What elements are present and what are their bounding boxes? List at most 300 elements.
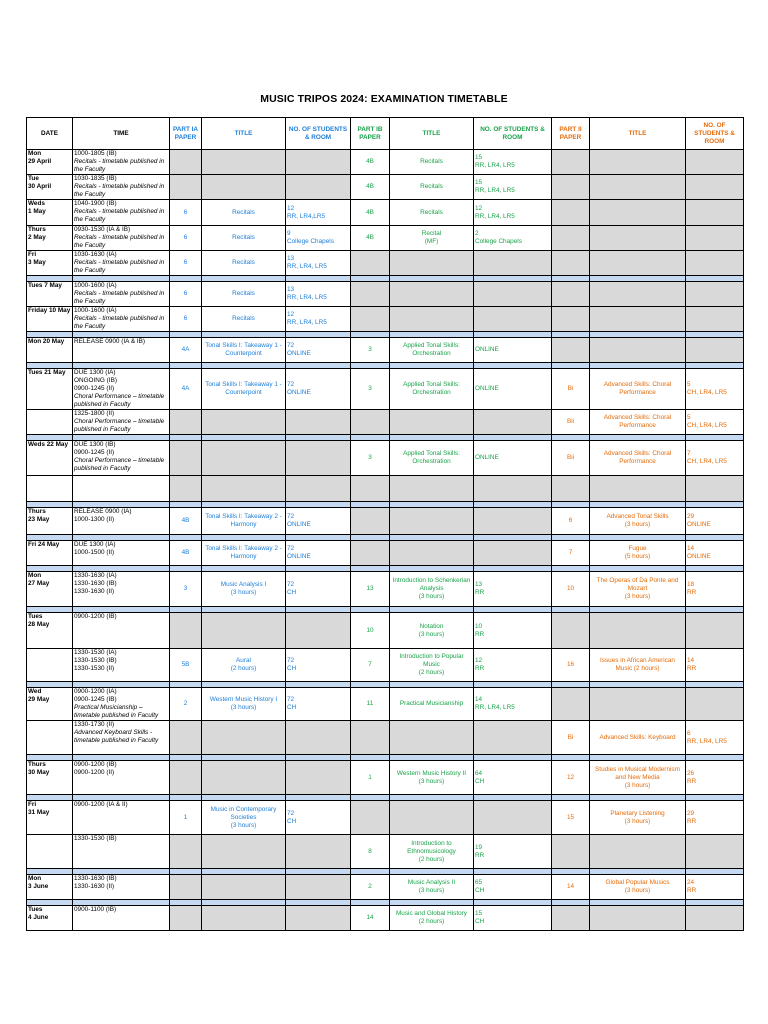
ib-room: RR, LR4, LR5 — [475, 187, 515, 194]
ii-empty-cell — [686, 150, 744, 175]
ii-empty-cell — [552, 175, 590, 200]
ii-empty-cell — [686, 251, 744, 276]
ib-student-count: 13 — [475, 581, 483, 588]
ib-student-count: 10 — [475, 622, 483, 630]
ii-empty-cell — [552, 906, 590, 931]
ia-students-cell — [286, 226, 351, 251]
ii-title-cell — [590, 410, 686, 435]
header-ib-students: NO. OF STUDENTS & ROOM — [474, 118, 552, 150]
ii-student-count: 29 — [687, 809, 695, 817]
time-line: 1330-1630 (IB) — [74, 875, 117, 882]
date-line: Tues — [28, 613, 43, 620]
time-cell — [73, 226, 170, 251]
time-cell — [73, 476, 170, 502]
ia-empty-cell — [286, 906, 351, 931]
ia-students-cell — [286, 369, 351, 410]
ia-title-line: Western Music History I — [209, 696, 278, 703]
ii-title-line: (3 hours) — [624, 521, 651, 528]
ii-title-line: Mozart — [627, 585, 648, 592]
time-cell — [73, 369, 170, 410]
date-line: Wed — [28, 688, 42, 695]
ib-students-cell — [474, 875, 552, 900]
time-cell — [73, 761, 170, 795]
ib-empty-cell — [390, 508, 474, 535]
time-line: 1330-1630 (IA) — [74, 572, 117, 579]
ib-empty-cell — [390, 721, 474, 755]
ii-empty-cell — [686, 338, 744, 363]
date-line: Thurs — [28, 761, 46, 768]
date-line: 23 May — [28, 516, 50, 523]
ii-student-count: 18 — [687, 581, 695, 588]
ia-title-line: Harmony — [230, 553, 257, 560]
time-line: RELEASE 0900 (IA & IB) — [74, 338, 146, 345]
ia-student-count: 72 — [287, 696, 295, 703]
ib-title-cell — [390, 649, 474, 682]
ia-title-cell — [202, 307, 286, 332]
time-line: Choral Performance – timetable published in Faculty — [74, 418, 165, 433]
date-cell — [27, 476, 73, 502]
ib-student-count: 64 — [475, 769, 483, 777]
ii-empty-cell — [552, 251, 590, 276]
ii-empty-cell — [552, 835, 590, 869]
ia-empty-cell — [286, 410, 351, 435]
ia-empty-cell — [170, 721, 202, 755]
ib-student-count: 2 — [475, 230, 479, 237]
table-row — [27, 572, 744, 607]
ib-title-line: Recitals — [420, 183, 443, 190]
ia-title-line: Counterpoint — [225, 389, 262, 396]
date-line: 31 May — [28, 809, 50, 816]
ib-title-line: Recitals — [420, 208, 443, 216]
date-line: Fri — [28, 801, 37, 808]
ia-paper-cell: 6 — [170, 307, 202, 332]
ia-empty-cell — [286, 875, 351, 900]
ib-title-line: Introduction to — [411, 839, 452, 847]
ib-paper-cell: 13 — [351, 572, 390, 607]
ia-students-cell — [286, 688, 351, 721]
time-line: 0900-1200 (IB) — [74, 761, 117, 768]
ib-paper-cell: 3 — [351, 338, 390, 363]
ii-room: RR — [687, 777, 697, 785]
ia-student-count: 9 — [287, 230, 291, 237]
ia-empty-cell — [202, 410, 286, 435]
date-cell — [27, 150, 73, 175]
table-row — [27, 613, 744, 649]
ii-title-cell — [590, 649, 686, 682]
ia-title-line: Music Analysis I — [220, 581, 267, 588]
ii-title-line: Music (2 hours) — [615, 665, 660, 672]
ii-room: RR — [687, 589, 697, 596]
ib-title-line: Applied Tonal Skills: — [403, 381, 460, 388]
time-line: Recitals - timetable published in the Faculty — [74, 183, 165, 198]
ia-students-cell — [286, 338, 351, 363]
exam-timetable — [26, 117, 744, 931]
ia-empty-cell — [202, 150, 286, 175]
ia-empty-cell — [286, 175, 351, 200]
ib-students-cell — [474, 175, 552, 200]
table-row — [27, 200, 744, 226]
ii-empty-cell — [590, 307, 686, 332]
table-row — [27, 721, 744, 755]
ia-title-cell — [202, 338, 286, 363]
ii-title-line: Advanced Tonal Skills — [606, 513, 669, 520]
ib-paper-cell: 4B — [351, 150, 390, 175]
ia-title-cell — [202, 200, 286, 226]
ia-student-count: 13 — [287, 286, 295, 293]
ii-empty-cell — [552, 150, 590, 175]
ib-students-cell — [474, 150, 552, 175]
table-row — [27, 801, 744, 835]
time-cell — [73, 906, 170, 931]
ii-title-cell — [590, 541, 686, 566]
ia-paper-cell: 3 — [170, 572, 202, 607]
ii-empty-cell — [590, 906, 686, 931]
ib-title-line: Recital — [421, 230, 442, 237]
ii-paper-cell: 15 — [552, 801, 590, 835]
ib-empty-cell — [390, 410, 474, 435]
ia-empty-cell — [170, 441, 202, 476]
ia-empty-cell — [170, 761, 202, 795]
ii-empty-cell — [686, 476, 744, 502]
ii-title-line: Planetary Listening — [610, 809, 665, 817]
time-line: 1330-1530 (II) — [74, 665, 115, 672]
ib-student-count: 19 — [475, 843, 483, 851]
ia-paper-cell: 6 — [170, 251, 202, 276]
date-line: Weds 22 May — [28, 441, 69, 448]
table-row — [27, 251, 744, 276]
ib-title-line: Recitals — [420, 158, 443, 165]
date-line: Mon 20 May — [28, 338, 65, 345]
date-line: Fri — [28, 251, 37, 258]
ia-title-line: Recitals — [232, 208, 255, 216]
ib-title-cell — [390, 835, 474, 869]
ib-title-line: Music Analysis II — [407, 879, 456, 886]
ib-title-line: Orchestration — [412, 389, 451, 396]
time-line: 1330-1530 (IB) — [74, 835, 117, 842]
date-cell — [27, 541, 73, 566]
ia-empty-cell — [202, 906, 286, 931]
ib-student-count: 14 — [475, 696, 483, 703]
ib-paper-cell: 4B — [351, 175, 390, 200]
ii-title-line: Advanced Skills: Choral — [603, 414, 672, 421]
ib-student-count: 15 — [475, 910, 483, 917]
ib-empty-cell — [351, 541, 390, 566]
ii-paper-cell: 7 — [552, 541, 590, 566]
time-line: 1030-1630 (IA) — [74, 251, 117, 258]
ib-empty-cell — [351, 282, 390, 307]
ib-students-cell — [474, 835, 552, 869]
date-line: 27 May — [28, 580, 50, 587]
ii-student-count: 24 — [687, 879, 695, 886]
ii-student-count: 5 — [687, 414, 691, 421]
ii-title-line: Fugue — [628, 545, 647, 552]
ib-students-cell — [474, 226, 552, 251]
ib-paper-cell: 10 — [351, 613, 390, 649]
date-line: 3 June — [28, 883, 49, 890]
table-row — [27, 875, 744, 900]
date-line: Mon — [28, 150, 42, 157]
ib-paper-cell: 2 — [351, 875, 390, 900]
table-row — [27, 175, 744, 200]
time-cell — [73, 307, 170, 332]
ib-room: RR, LR4, LR5 — [475, 704, 515, 711]
ia-title-line: Tonal Skills I: Takeaway 2 - — [205, 513, 282, 520]
ia-paper-cell: 6 — [170, 282, 202, 307]
ib-empty-cell — [474, 410, 552, 435]
ib-title-line: (3 hours) — [418, 777, 445, 785]
ii-title-line: Issues in African American — [600, 657, 675, 664]
time-line: Choral Performance – timetable published in Faculty — [74, 393, 165, 408]
time-line: 0900-1100 (IB) — [74, 906, 117, 913]
ib-empty-cell — [474, 307, 552, 332]
date-line: 30 May — [28, 769, 50, 776]
ia-room: ONLINE — [287, 350, 311, 357]
table-row — [27, 226, 744, 251]
ii-title-cell — [590, 441, 686, 476]
time-cell — [73, 721, 170, 755]
ii-paper-cell: Bii — [552, 410, 590, 435]
ii-student-count: 14 — [687, 657, 695, 664]
ia-title-cell — [202, 801, 286, 835]
date-cell — [27, 613, 73, 649]
time-cell — [73, 649, 170, 682]
ii-empty-cell — [590, 476, 686, 502]
ia-empty-cell — [170, 476, 202, 502]
date-cell — [27, 226, 73, 251]
ib-empty-cell — [474, 721, 552, 755]
time-cell — [73, 508, 170, 535]
ib-title-line: Practical Musicianship — [399, 700, 464, 707]
ia-room: RR, LR4,LR5 — [287, 212, 326, 220]
ia-title-cell — [202, 649, 286, 682]
ia-title-line: (3 hours) — [230, 589, 257, 596]
ia-title-line: Aural — [236, 657, 251, 664]
ib-students-cell — [474, 613, 552, 649]
header-ii-title: TITLE — [590, 118, 686, 150]
time-line: 1330-1630 (IB) — [74, 580, 117, 587]
table-row — [27, 835, 744, 869]
ii-empty-cell — [686, 226, 744, 251]
ii-paper-cell: Bi — [552, 369, 590, 410]
date-cell — [27, 200, 73, 226]
ia-empty-cell — [202, 761, 286, 795]
ib-title-line: (3 hours) — [418, 630, 445, 638]
ia-room: ONLINE — [287, 553, 311, 560]
header-row — [27, 118, 744, 150]
ia-empty-cell — [202, 476, 286, 502]
ii-empty-cell — [590, 688, 686, 721]
ib-title-cell — [390, 875, 474, 900]
ib-title-line: Introduction to Schenkerian — [392, 577, 471, 584]
ii-title-line: (3 hours) — [624, 781, 651, 789]
date-line: 30 April — [28, 183, 52, 190]
time-cell — [73, 835, 170, 869]
table-row — [27, 307, 744, 332]
ib-paper-cell: 4B — [351, 200, 390, 226]
ii-students-cell — [686, 541, 744, 566]
ii-students-cell — [686, 369, 744, 410]
ib-students-cell — [474, 761, 552, 795]
header-ia-students: NO. OF STUDENTS & ROOM — [286, 118, 351, 150]
ii-room: ONLINE — [687, 553, 711, 560]
ii-room: RR — [687, 817, 697, 825]
ib-title-line: (3 hours) — [418, 593, 445, 600]
ii-title-line: and New Media — [615, 773, 660, 781]
ib-title-cell — [390, 572, 474, 607]
ii-title-line: Performance — [619, 422, 656, 429]
ia-title-line: (2 hours) — [230, 665, 257, 672]
table-row — [27, 906, 744, 931]
ia-students-cell — [286, 541, 351, 566]
ib-student-count: ONLINE — [475, 346, 499, 353]
ib-title-line: Music and Global History — [395, 910, 468, 917]
ii-title-cell — [590, 369, 686, 410]
ib-empty-cell — [351, 721, 390, 755]
ia-paper-cell: 5B — [170, 649, 202, 682]
ii-title-line: Advanced Skills: Keyboard — [599, 733, 676, 741]
time-line: 0930-1530 (IA & IB) — [74, 226, 131, 233]
header-date: DATE — [27, 118, 73, 150]
ib-paper-cell: 11 — [351, 688, 390, 721]
time-cell — [73, 150, 170, 175]
ia-room: RR, LR4, LR5 — [287, 263, 327, 270]
ia-students-cell — [286, 200, 351, 226]
ii-empty-cell — [686, 175, 744, 200]
ib-title-cell — [390, 175, 474, 200]
ii-paper-cell: 16 — [552, 649, 590, 682]
date-cell — [27, 282, 73, 307]
ii-empty-cell — [686, 835, 744, 869]
ib-students-cell — [474, 338, 552, 363]
ib-title-cell — [390, 441, 474, 476]
ib-paper-cell: 1 — [351, 761, 390, 795]
ia-title-cell — [202, 226, 286, 251]
time-line: Recitals - timetable published in the Faculty — [74, 290, 165, 305]
ii-empty-cell — [590, 200, 686, 226]
ib-students-cell — [474, 441, 552, 476]
ii-paper-cell: Bi — [552, 721, 590, 755]
ib-title-cell — [390, 369, 474, 410]
ib-title-line: Music — [423, 661, 440, 668]
time-line: 0900-1200 (II) — [74, 769, 115, 776]
ib-title-line: (MF) — [424, 238, 439, 245]
ib-room: CH — [475, 918, 485, 925]
ii-paper-cell: 12 — [552, 761, 590, 795]
ia-room: RR, LR4, LR5 — [287, 319, 327, 326]
ii-student-count: 5 — [687, 381, 691, 388]
ib-title-cell — [390, 613, 474, 649]
ib-title-cell — [390, 906, 474, 931]
ii-room: ONLINE — [687, 521, 711, 528]
ii-empty-cell — [590, 175, 686, 200]
time-line: RELEASE 0900 (IA) — [74, 508, 132, 515]
time-line: Practical Musicianship – timetable published in Faculty — [74, 704, 159, 719]
header-ii-students: NO. OF STUDENTS & ROOM — [686, 118, 744, 150]
ia-title-line: Harmony — [230, 521, 257, 528]
ii-students-cell — [686, 410, 744, 435]
ia-paper-cell: 4A — [170, 369, 202, 410]
ia-title-line: Recitals — [232, 234, 255, 241]
time-line: 0900-1200 (IB) — [74, 613, 117, 620]
header-ia-paper: PART IA PAPER — [170, 118, 202, 150]
time-line: DUE 1300 (IA) — [74, 369, 116, 376]
ii-title-line: Advanced Skills: Choral — [603, 450, 672, 457]
ii-empty-cell — [686, 200, 744, 226]
ib-paper-cell: 7 — [351, 649, 390, 682]
table-row — [27, 476, 744, 502]
ib-empty-cell — [351, 251, 390, 276]
ii-room: CH, LR4, LR5 — [687, 458, 727, 465]
ia-empty-cell — [286, 613, 351, 649]
ib-title-cell — [390, 226, 474, 251]
time-cell — [73, 688, 170, 721]
ia-paper-cell: 4B — [170, 508, 202, 535]
ii-empty-cell — [552, 688, 590, 721]
ib-students-cell — [474, 572, 552, 607]
header-ib-title: TITLE — [390, 118, 474, 150]
ii-title-cell — [590, 721, 686, 755]
ia-paper-cell: 4B — [170, 541, 202, 566]
ii-students-cell — [686, 508, 744, 535]
ia-title-line: Tonal Skills I: Takeaway 1 - — [205, 381, 282, 388]
ib-empty-cell — [390, 476, 474, 502]
ib-title-line: Ethnomusicology — [407, 847, 456, 855]
ii-students-cell — [686, 441, 744, 476]
time-cell — [73, 441, 170, 476]
ib-room: RR — [475, 630, 485, 638]
ia-room: CH — [287, 817, 297, 825]
ia-student-count: 72 — [287, 809, 295, 817]
date-line: 1 May — [28, 208, 46, 215]
table-row — [27, 338, 744, 363]
date-cell — [27, 761, 73, 795]
time-cell — [73, 875, 170, 900]
ii-empty-cell — [552, 613, 590, 649]
time-line: Recitals - timetable published in the Faculty — [74, 259, 165, 274]
date-cell — [27, 906, 73, 931]
time-line: 1000-1500 (II) — [74, 549, 115, 556]
ia-room: ONLINE — [287, 389, 311, 396]
ia-paper-cell: 4A — [170, 338, 202, 363]
table-row — [27, 761, 744, 795]
ii-empty-cell — [590, 338, 686, 363]
table-row — [27, 688, 744, 721]
time-line: 1030-1835 (IB) — [74, 175, 117, 182]
ii-empty-cell — [686, 688, 744, 721]
ia-title-cell — [202, 541, 286, 566]
ia-empty-cell — [202, 875, 286, 900]
date-line: Mon — [28, 875, 42, 882]
ii-empty-cell — [552, 338, 590, 363]
ia-students-cell — [286, 508, 351, 535]
ii-empty-cell — [590, 226, 686, 251]
time-line: 1330-1630 (II) — [74, 883, 115, 890]
time-cell — [73, 541, 170, 566]
ia-title-line: (3 hours) — [230, 821, 257, 829]
ii-empty-cell — [686, 307, 744, 332]
ii-title-cell — [590, 801, 686, 835]
ib-student-count: 15 — [475, 179, 483, 186]
time-line: 1000-1300 (II) — [74, 516, 115, 523]
ia-title-cell — [202, 251, 286, 276]
time-line: Recitals - timetable published in the Faculty — [74, 234, 165, 249]
ia-empty-cell — [202, 613, 286, 649]
ia-paper-cell: 6 — [170, 200, 202, 226]
ia-empty-cell — [202, 175, 286, 200]
time-line: 1000-1600 (IA) — [74, 282, 117, 289]
ia-title-cell — [202, 282, 286, 307]
time-line: 1330-1630 (II) — [74, 588, 115, 595]
